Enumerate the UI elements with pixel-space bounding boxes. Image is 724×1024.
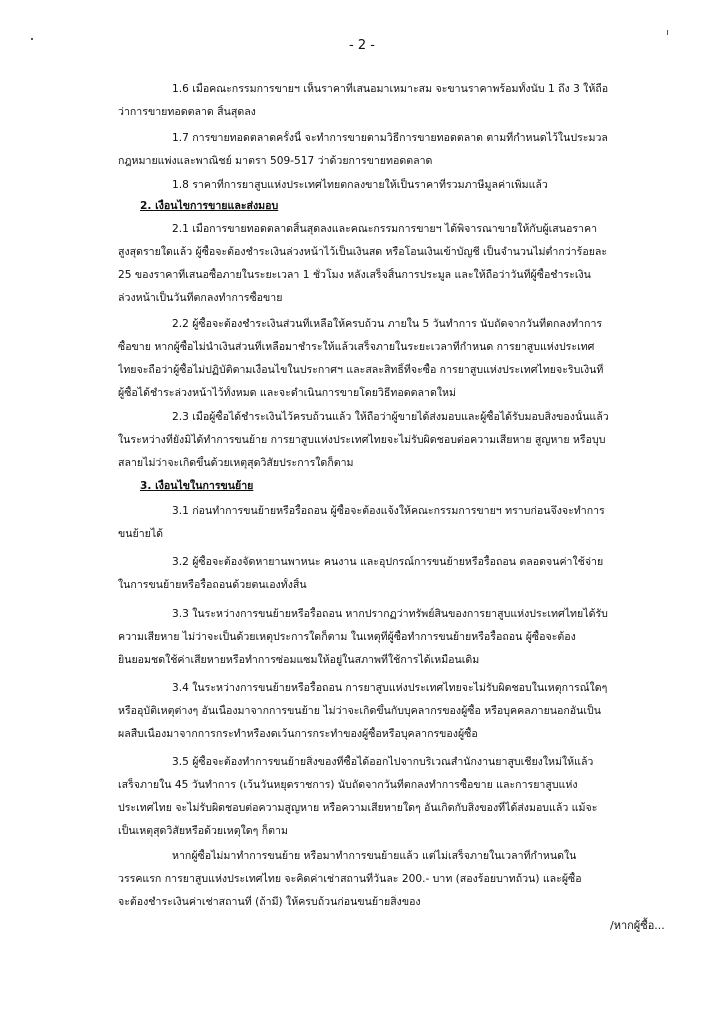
text-line: 3.5 ผู้ซื้อจะต้องทำการขนย้ายสิ่งของที่ซื้อได้ออกไปจากบริเวณสำนักงานยาสูบเชียงใหม่ให้แล้ว [172, 756, 594, 768]
text-line: 3.4 ในระหว่างการขนย้ายหรือรื้อถอน การยาสูบแห่งประเทศไทยจะไม่รับผิดชอบในเหตุการณ์ใดๆ [172, 682, 608, 694]
text-line: สลายไม่ว่าจะเกิดขึ้นด้วยเหตุสุดวิสัยประการใดก็ตาม [118, 457, 354, 469]
text-line: วรรคแรก การยาสูบแห่งประเทศไทย จะคิดค่าเช่าสถานที่วันละ 200.- บาท (สองร้อยบาทถ้วน) และผู้ซื้อ [118, 873, 582, 885]
text-line: กฎหมายแพ่งและพาณิชย์ มาตรา 509-517 ว่าด้วยการขายทอดตลาด [118, 155, 433, 167]
text-line: ขนย้ายได้ [118, 528, 164, 540]
text-line: 2.2 ผู้ซื้อจะต้องชำระเงินส่วนที่เหลือให้ครบถ้วน ภายใน 5 วันทำการ นับถัดจากวันที่ตกลงทำการ [172, 318, 603, 330]
text-line: จะต้องชำระเงินค่าเช่าสถานที่ (ถ้ามี) ให้ครบถ้วนก่อนขนย้ายสิ่งของ [118, 896, 421, 908]
section-heading: 3. เงื่อนไขในการขนย้าย [140, 480, 254, 492]
text-line: สูงสุดรายใดแล้ว ผู้ซื้อจะต้องชำระเงินล่วงหน้าไว้เป็นเงินสด หรือโอนเงินเข้าบัญชี เป็นจำนวนไม่ต่ำกว่าร้อยละ [118, 246, 608, 258]
text-line: ผู้ซื้อได้ชำระล่วงหน้าไว้ทั้งหมด และจะดำเนินการขายโดยวิธีทอดตลาดใหม่ [118, 387, 456, 399]
text-line: ล่วงหน้าเป็นวันที่ตกลงทำการซื้อขาย [118, 292, 283, 304]
text-line: ประเทศไทย จะไม่รับผิดชอบต่อความสูญหาย หรือความเสียหายใดๆ อันเกิดกับสิ่งของที่ได้ส่งมอบแล้ว แม้จะ [118, 802, 598, 814]
text-line: หรืออุบัติเหตุต่างๆ อันเนื่องมาจากการขนย้าย ไม่ว่าจะเกิดขึ้นกับบุคลากรของผู้ซื้อ หรือบุคคลภายนอกอันเป็น [118, 705, 601, 717]
text-line: ไทยจะถือว่าผู้ซื้อไม่ปฏิบัติตามเงื่อนไขในประกาศฯ และสละสิทธิ์ที่จะซื้อ การยาสูบแห่งประเทศไทยจะริบเงินที่ [118, 364, 604, 376]
text-line: หากผู้ซื้อไม่มาทำการขนย้าย หรือมาทำการขนย้ายแล้ว แต่ไม่เสร็จภายในเวลาที่กำหนดใน [172, 850, 577, 862]
text-line: 1.7 การขายทอดตลาดครั้งนี้ จะทำการขายตามวิธีการขายทอดตลาด ตามที่กำหนดไว้ในประมวล [172, 132, 608, 144]
text-line: 1.8 ราคาที่การยาสูบแห่งประเทศไทยตกลงขายให้เป็นราคาที่รวมภาษีมูลค่าเพิ่มแล้ว [172, 179, 548, 191]
text-line: 3.2 ผู้ซื้อจะต้องจัดหายานพาหนะ คนงาน และอุปกรณ์การขนย้ายหรือรื้อถอน ตลอดจนค่าใช้จ่าย [172, 556, 604, 568]
text-line: เป็นเหตุสุดวิสัยหรือด้วยเหตุใดๆ ก็ตาม [118, 825, 288, 837]
text-line: ในระหว่างที่ยังมิได้ทำการขนย้าย การยาสูบแห่งประเทศไทยจะไม่รับผิดชอบต่อความเสียหาย สูญหาย หรือบุบ [118, 434, 606, 446]
text-line: 25 ของราคาที่เสนอซื้อภายในระยะเวลา 1 ชั่วโมง หลังเสร็จสิ้นการประมูล และให้ถือว่าวันที่ผู้ซื้อชำระเงิน [118, 269, 591, 281]
text-line: ซื้อขาย หากผู้ซื้อไม่นำเงินส่วนที่เหลือมาชำระให้แล้วเสร็จภายในระยะเวลาที่กำหนด การยาสูบแห่งประเทศ [118, 341, 595, 353]
text-line: ความเสียหาย ไม่ว่าจะเป็นด้วยเหตุประการใดก็ตาม ในเหตุที่ผู้ซื้อทำการขนย้ายหรือรื้อถอน ผู้ซื้อจะต้อง [118, 631, 576, 643]
text-line: 2.1 เมื่อการขายทอดตลาดสิ้นสุดลงและคณะกรรมการขายฯ ได้พิจารณาขายให้กับผู้เสนอราคา [172, 223, 598, 235]
scan-speck [667, 30, 668, 35]
text-line: 3.3 ในระหว่างการขนย้ายหรือรื้อถอน หากปรากฏว่าทรัพย์สินของการยาสูบแห่งประเทศไทยได้รับ [172, 608, 608, 620]
text-line: ยินยอมชดใช้ค่าเสียหายหรือทำการซ่อมแซมให้อยู่ในสภาพที่ใช้การได้เหมือนเดิม [118, 654, 480, 666]
text-line: เสร็จภายใน 45 วันทำการ (เว้นวันหยุดราชการ) นับถัดจากวันที่ตกลงทำการซื้อขาย และการยาสูบแห่ง [118, 779, 578, 791]
text-line: 3.1 ก่อนทำการขนย้ายหรือรื้อถอน ผู้ซื้อจะต้องแจ้งให้คณะกรรมการขายฯ ทราบก่อนจึงจะทำการ [172, 505, 605, 517]
section-heading: 2. เงื่อนไขการขายและส่งมอบ [140, 200, 279, 212]
text-line: 2.3 เมื่อผู้ซื้อได้ชำระเงินไว้ครบถ้วนแล้ว ให้ถือว่าผู้ขายได้ส่งมอบและผู้ซื้อได้รับมอบสิ่งของนั้นแล้ว [172, 411, 609, 423]
text-line: ผลสืบเนื่องมาจากการกระทำหรืองดเว้นการกระทำของผู้ซื้อหรือบุคลากรของผู้ซื้อ [118, 728, 478, 740]
text-line: ในการขนย้ายหรือรื้อถอนด้วยตนเองทั้งสิ้น [118, 579, 307, 591]
text-line: ว่าการขายทอดตลาด สิ้นสุดลง [118, 106, 256, 118]
page-number: - 2 - [349, 38, 375, 53]
continuation-text: /หากผู้ซื้อ... [610, 919, 665, 932]
text-line: 1.6 เมื่อคณะกรรมการขายฯ เห็นราคาที่เสนอมาเหมาะสม จะขานราคาพร้อมทั้งนับ 1 ถึง 3 ให้ถือ [172, 83, 609, 95]
